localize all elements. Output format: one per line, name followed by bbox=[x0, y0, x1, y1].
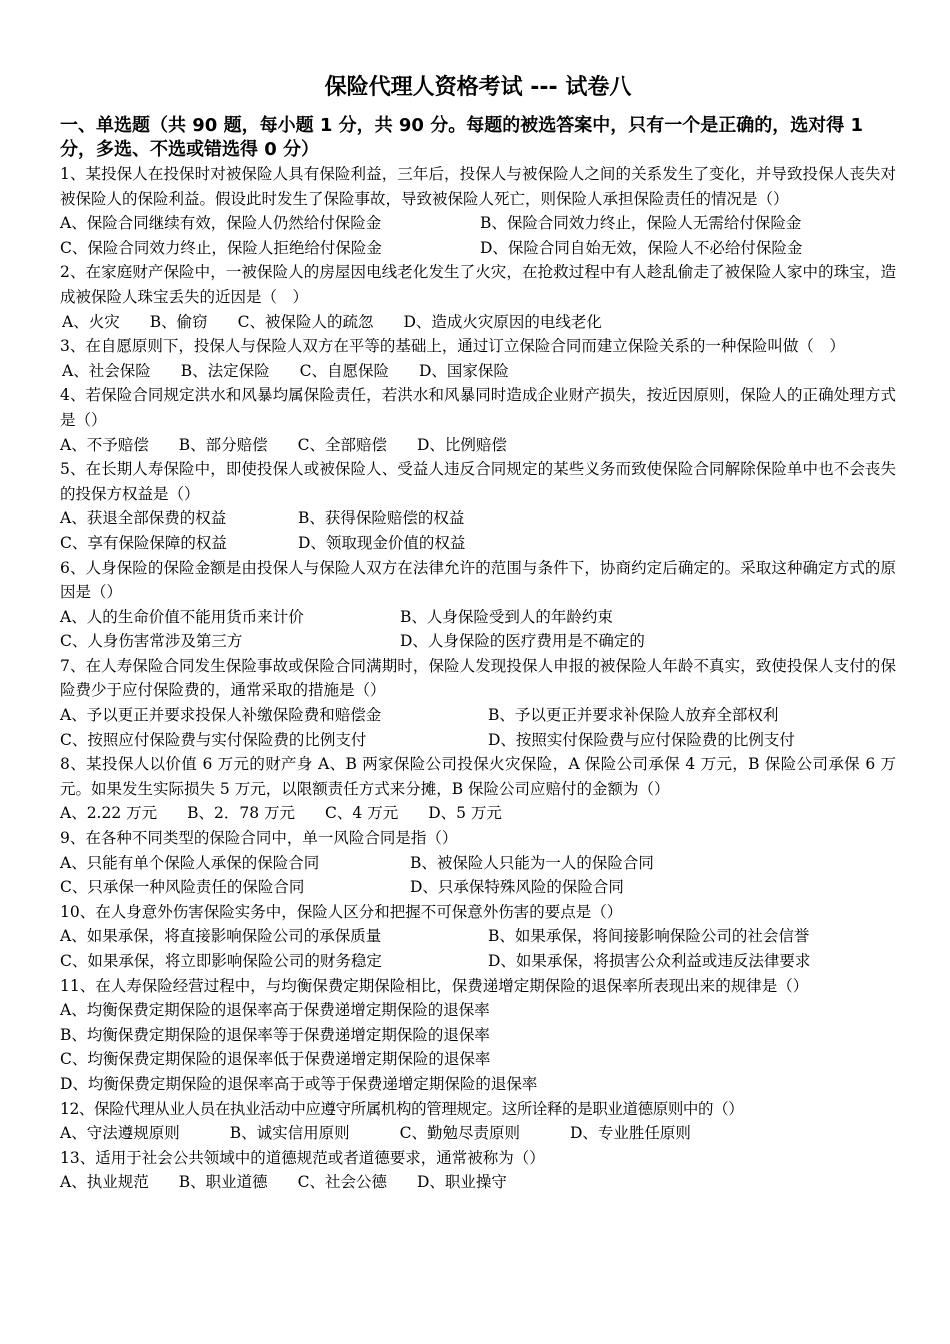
option-d: D、比例赔偿 bbox=[416, 435, 507, 454]
question-8 bbox=[60, 752, 896, 826]
option-c: C、保险合同效力终止，保险人拒绝给付保险金 bbox=[60, 238, 382, 257]
question-7 bbox=[60, 654, 896, 752]
option-b: B、保险合同效力终止，保险人无需给付保险金 bbox=[480, 214, 802, 233]
option-b: B、被保险人只能为一人的保险合同 bbox=[410, 853, 654, 872]
option-b: B、诚实信用原则 bbox=[229, 1124, 350, 1143]
options-row bbox=[60, 433, 896, 458]
options-row bbox=[60, 506, 896, 531]
options-row bbox=[60, 236, 896, 261]
question-stem: 4、若保险合同规定洪水和风暴均属保险责任，若洪水和风暴同时造成企业财产损失，按近因原则，保险人的正确处理方式是（） bbox=[60, 386, 896, 429]
option-d: D、均衡保费定期保险的退保率高于或等于保费递增定期保险的退保率 bbox=[60, 1074, 538, 1093]
options-row bbox=[60, 605, 896, 630]
options-row bbox=[60, 629, 896, 654]
question-stem: 12、保险代理从业人员在执业活动中应遵守所属机构的管理规定。这所诠释的是职业道德原则中的（） bbox=[60, 1099, 744, 1118]
options-row bbox=[60, 310, 896, 335]
question-1 bbox=[60, 162, 896, 260]
option-c: C、享有保险保障的权益 bbox=[60, 533, 227, 552]
question-stem: 9、在各种不同类型的保险合同中，单一风险合同是指（） bbox=[60, 829, 458, 848]
option-d: D、国家保险 bbox=[418, 361, 509, 380]
option-d: D、专业胜任原则 bbox=[569, 1124, 691, 1143]
question-stem: 2、在家庭财产保险中，一被保险人的房屋因电线老化发生了火灾，在抢救过程中有人趁乱偷走了被保险人家中的珠宝，造成被保险人珠宝丢失的近因是（ ） bbox=[60, 263, 896, 306]
option-b: B、如果承保，将间接影响保险公司的社会信誉 bbox=[488, 927, 810, 946]
options-row bbox=[60, 1121, 896, 1146]
section-heading: 一、单选题（共 90 题，每小题 1 分，共 90 分。每题的被选答案中，只有一个是正确的，选对得 1 分，多选、不选或错选得 0 分） bbox=[60, 115, 864, 160]
option-b: B、部分赔偿 bbox=[178, 435, 268, 454]
question-stem: 3、在自愿原则下，投保人与保险人双方在平等的基础上，通过订立保险合同而建立保险关系的一种保险叫做（ ） bbox=[60, 337, 845, 356]
option-d: D、按照实付保险费与应付保险费的比例支付 bbox=[488, 730, 795, 749]
option-a: A、如果承保，将直接影响保险公司的承保质量 bbox=[60, 927, 382, 946]
option-b: B、2．78 万元 bbox=[187, 804, 296, 823]
question-13 bbox=[60, 1146, 896, 1195]
option-b: B、予以更正并要求补保险人放弃全部权利 bbox=[488, 706, 779, 725]
options-row bbox=[60, 211, 896, 236]
option-c: C、按照应付保险费与实付保险费的比例支付 bbox=[60, 730, 367, 749]
exam-page bbox=[60, 70, 896, 1195]
option-d: D、领取现金价值的权益 bbox=[298, 533, 466, 552]
option-d: D、人身保险的医疗费用是不确定的 bbox=[400, 632, 645, 651]
question-stem: 10、在人身意外伤害保险实务中，保险人区分和把握不可保意外伤害的要点是（） bbox=[60, 902, 623, 921]
option-a: A、2.22 万元 bbox=[60, 804, 158, 823]
option-d: D、如果承保，将损害公众利益或违反法律要求 bbox=[488, 952, 811, 970]
question-stem: 11、在人寿保险经营过程中，与均衡保费定期保险相比，保费递增定期保险的退保率所表现出来的规律是（） bbox=[60, 976, 809, 995]
option-a: A、社会保险 bbox=[62, 361, 151, 380]
option-d: D、5 万元 bbox=[428, 804, 502, 823]
option-d: D、造成火灾原因的电线老化 bbox=[403, 312, 602, 331]
option-b: B、偷窃 bbox=[149, 312, 208, 331]
option-a: A、火灾 bbox=[62, 312, 120, 331]
options-row bbox=[60, 875, 896, 900]
options-row bbox=[60, 703, 896, 728]
options-row bbox=[60, 851, 896, 876]
option-c: C、均衡保费定期保险的退保率低于保费递增定期保险的退保率 bbox=[60, 1050, 491, 1069]
option-c: C、4 万元 bbox=[325, 804, 399, 823]
option-c: C、人身伤害常涉及第三方 bbox=[60, 632, 243, 651]
option-b: B、法定保险 bbox=[180, 361, 270, 380]
option-a: A、人的生命价值不能用货币来计价 bbox=[60, 607, 304, 626]
option-a: A、均衡保费定期保险的退保率高于保费递增定期保险的退保率 bbox=[60, 1001, 490, 1020]
question-stem: 5、在长期人寿保险中，即使投保人或被保险人、受益人违反合同规定的某些义务而致使保险合同解除保险单中也不会丧失的投保方权益是（） bbox=[60, 460, 896, 503]
options-row bbox=[60, 949, 896, 974]
question-5 bbox=[60, 457, 896, 555]
option-a: A、守法遵规原则 bbox=[60, 1124, 180, 1143]
option-a: A、保险合同继续有效，保险人仍然给付保险金 bbox=[60, 214, 382, 233]
options-row bbox=[60, 1170, 896, 1195]
option-a: A、予以更正并要求投保人补缴保险费和赔偿金 bbox=[60, 706, 382, 725]
question-11 bbox=[60, 974, 896, 1097]
option-b: B、职业道德 bbox=[178, 1173, 268, 1192]
option-d: D、保险合同自始无效，保险人不必给付保险金 bbox=[480, 238, 803, 257]
question-3 bbox=[60, 334, 896, 383]
exam-title: 保险代理人资格考试 --- 试卷八 bbox=[324, 75, 632, 100]
question-4 bbox=[60, 383, 896, 457]
option-c: C、如果承保，将立即影响保险公司的财务稳定 bbox=[60, 952, 382, 970]
option-a: A、只能有单个保险人承保的保险合同 bbox=[60, 853, 320, 872]
question-stem: 13、适用于社会公共领域中的道德规范或者道德要求，通常被称为（） bbox=[60, 1148, 545, 1167]
option-a: A、执业规范 bbox=[60, 1173, 149, 1192]
question-stem: 6、人身保险的保险金额是由投保人与保险人双方在法律允许的范围与条件下，协商约定后确定的。采取这种确定方式的原因是（） bbox=[60, 558, 896, 602]
option-b: B、获得保险赔偿的权益 bbox=[298, 509, 465, 528]
option-c: C、勤勉尽责原则 bbox=[399, 1124, 520, 1143]
options-row bbox=[60, 924, 896, 949]
options-row bbox=[60, 359, 896, 384]
option-c: C、被保险人的疏忽 bbox=[237, 312, 374, 331]
question-12 bbox=[60, 1097, 896, 1146]
question-stem: 7、在人寿保险合同发生保险事故或保险合同满期时，保险人发现投保人申报的被保险人年龄不真实，致使投保人支付的保险费少于应付保险费的，通常采取的措施是（） bbox=[60, 656, 896, 700]
question-stem: 1、某投保人在投保时对被保险人具有保险利益，三年后，投保人与被保险人之间的关系发生了变化，并导致投保人丧失对被保险人的保险利益。假设此时发生了保险事故，导致被保险人死亡，则保险人承担保险责任的情况是（） bbox=[60, 165, 896, 208]
question-6 bbox=[60, 556, 896, 654]
option-c: C、只承保一种风险责任的保险合同 bbox=[60, 878, 305, 897]
options-row bbox=[60, 728, 896, 753]
option-a: A、不予赔偿 bbox=[60, 435, 149, 454]
options-row bbox=[60, 801, 896, 826]
question-stem: 8、某投保人以价值 6 万元的财产身 A、B 两家保险公司投保火灾保险，A 保险公司承保 4 万元，B 保险公司承保 6 万元。如果发生实际损失 5 万元，以限额责任方式来分摊，B 保险公司应赔付的金额为（） bbox=[60, 755, 896, 798]
option-a: A、获退全部保费的权益 bbox=[60, 509, 227, 528]
option-d: D、只承保特殊风险的保险合同 bbox=[410, 878, 624, 897]
question-9 bbox=[60, 826, 896, 900]
option-c: C、全部赔偿 bbox=[297, 435, 387, 454]
option-b: B、均衡保费定期保险的退保率等于保费递增定期保险的退保率 bbox=[60, 1025, 490, 1044]
question-10 bbox=[60, 900, 896, 974]
question-2 bbox=[60, 260, 896, 334]
option-c: C、自愿保险 bbox=[299, 361, 389, 380]
option-c: C、社会公德 bbox=[297, 1173, 387, 1192]
option-d: D、职业操守 bbox=[416, 1173, 507, 1192]
option-b: B、人身保险受到人的年龄约束 bbox=[400, 607, 613, 626]
options-row bbox=[60, 531, 896, 556]
